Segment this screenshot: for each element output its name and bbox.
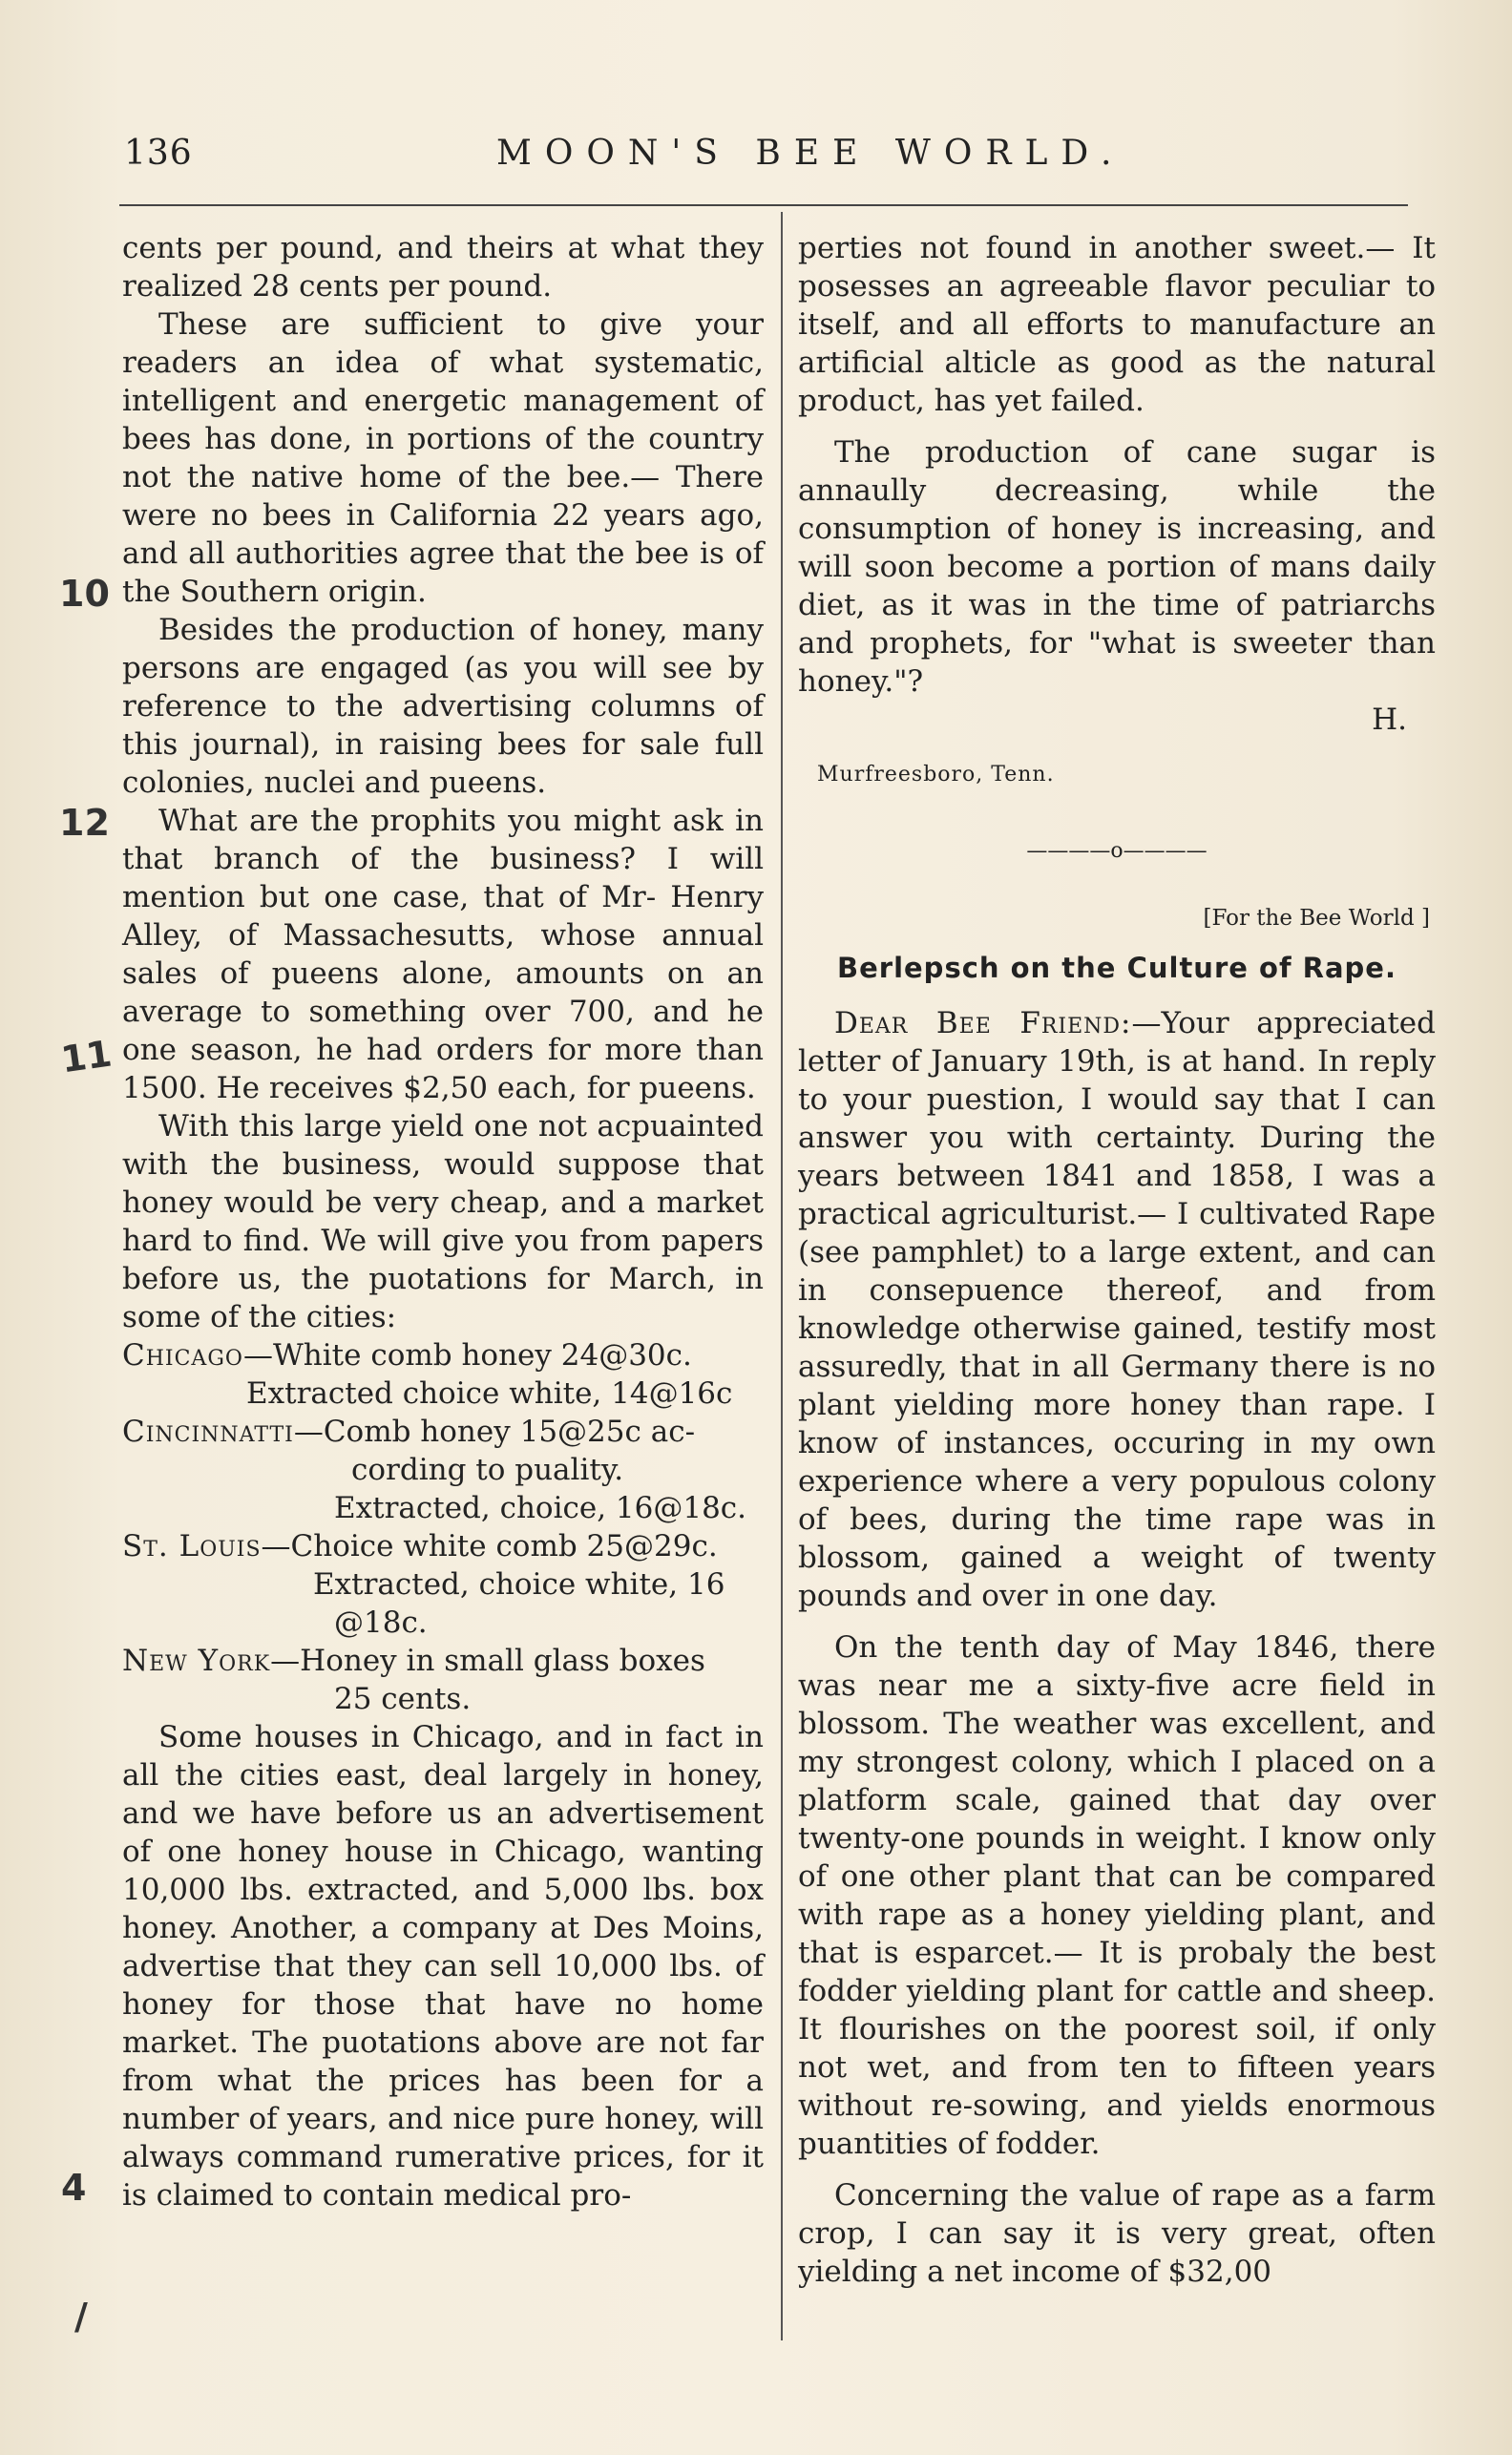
left-column <box>122 229 764 2214</box>
margin-note-slash: / <box>74 2296 88 2338</box>
left-paragraph-4: What are the prophits you might ask in that branch of the business? I will mention but one case, that of Mr- Henry Alley, of Massachesutts, whose annual sales of pueens alone, amounts on an average to something over 700, and he one season, he had orders for more than 1500. He receives $2,50 each, for pueens. <box>122 804 764 1105</box>
margin-note-10: 10 <box>59 573 110 615</box>
journal-title: MOON'S BEE WORLD. <box>496 134 1125 173</box>
price-newyork-line-2: 25 cents. <box>334 1682 472 1716</box>
price-cincinnati-line-2: cording to puality. <box>351 1453 624 1487</box>
right-column <box>798 229 1436 2291</box>
right-paragraph-3-text: —Your appreciated letter of January 19th, is at hand. In reply to your puestion, I would say that I can answer you with certainty. During the years between 1841 and 1858, I was a practical agriculturist.— I cultivated Rape (see pamphlet) to a large extent, and can in consepuence thereof, and from knowledge otherwise gained, testify most assuredly, that in all Germany there is no plant yielding more honey than rape. I know of instances, occuring in my own experience where a very populous colony of bees, during the time rape was in blossom, gained a weight of twenty pounds and over in one day. <box>798 1006 1436 1613</box>
left-paragraph-6: Some houses in Chicago, and in fact in all the cities east, deal largely in honey, and we have before us an advertisement of one honey house in Chicago, wanting 10,000 lbs. extracted, and 5,000 lbs. box honey. Another, a company at Des Moins, advertise that they can sell 10,000 lbs. of honey for those that have no home market. The puotations above are not far from what the prices has been for a number of years, and nice pure honey, will always command rumerative prices, for it is claimed to contain medical pro- <box>122 1720 764 2213</box>
city-chicago: Chicago <box>122 1338 243 1373</box>
price-cincinnati-line-1: —Comb honey 15@25c ac- <box>293 1415 696 1449</box>
price-list <box>122 1336 764 1718</box>
column-divider <box>781 212 783 2340</box>
right-paragraph-2: The production of cane sugar is annaully decreasing, while the consumption of honey is increasing, and will soon become a portion of mans daily diet, as it was in the time of patriarchs and prophets, for "what is sweeter than honey."? <box>798 435 1436 699</box>
price-cincinnati-line-3: Extracted, choice, 16@18c. <box>334 1491 747 1525</box>
article-title: Berlepsch on the Culture of Rape. <box>837 952 1396 984</box>
price-stlouis-line-2: Extracted, choice white, 16 <box>313 1567 725 1602</box>
margin-note-11: 11 <box>58 1032 115 1081</box>
running-head <box>0 134 1512 181</box>
right-paragraph-1: perties not found in another sweet.— It posesses an agreeable flavor peculiar to itself, and all efforts to manufacture an artificial alticle as good as the natural product, has yet failed. <box>798 231 1436 418</box>
price-chicago-line-2: Extracted choice white, 14@16c <box>246 1376 733 1411</box>
salutation: Dear Bee Friend: <box>834 1006 1132 1040</box>
left-paragraph-1: cents per pound, and theirs at what they realized 28 cents per pound. <box>122 231 764 304</box>
price-stlouis <box>122 1527 764 1642</box>
margin-note-4: 4 <box>61 2167 87 2209</box>
city-cincinnati: Cincinnatti <box>122 1415 294 1449</box>
left-paragraph-2: These are sufficient to give your readers an idea of what systematic, intelligent and energetic management of bees has done, in portions of the country not the native home of the bee.— There were no bees in California 22 years ago, and all authorities agree that the bee is of the Southern origin. <box>122 307 764 609</box>
city-newyork: New York <box>122 1644 271 1678</box>
right-paragraph-5: Concerning the value of rape as a farm crop, I can say it is very great, often yielding a net income of $32,00 <box>798 2178 1436 2289</box>
page-number: 136 <box>124 134 193 173</box>
section-separator: ————o———— <box>1026 839 1208 863</box>
right-paragraph-4: On the tenth day of May 1846, there was near me a sixty-five acre field in blossom. The weather was excellent, and my strongest colony, which I placed on a platform scale, gained that day over twenty-one pounds in weight. I know only of one other plant that can be compared with rape as a honey yielding plant, and that is esparcet.— It is probaly the best fodder yielding plant for cattle and sheep. It flourishes on the poorest soil, if only not wet, and from ten to fifteen years without re-sowing, and yields enormous puantities of fodder. <box>798 1630 1436 2161</box>
price-chicago-line-1: —White comb honey 24@30c. <box>242 1338 692 1373</box>
header-rule <box>119 204 1408 206</box>
margin-note-12: 12 <box>59 802 110 844</box>
right-paragraph-3 <box>798 1004 1436 1615</box>
price-stlouis-line-1: —Choice white comb 25@29c. <box>261 1529 718 1563</box>
signature: H. <box>1372 703 1407 737</box>
price-newyork <box>122 1642 764 1718</box>
city-stlouis: St. Louis <box>122 1529 262 1563</box>
left-paragraph-5: With this large yield one not acpuainted with the business, would suppose that honey would be very cheap, and a market hard to find. We will give you from papers before us, the puotations for March, in some of the cities: <box>122 1109 764 1334</box>
article-credit: [For the Bee World ] <box>1203 906 1430 931</box>
price-stlouis-line-3: @18c. <box>334 1605 428 1640</box>
dateline-place: Murfreesboro, Tenn. <box>817 763 1055 787</box>
price-newyork-line-1: —Honey in small glass boxes <box>270 1644 705 1678</box>
price-chicago <box>122 1336 764 1413</box>
price-cincinnati <box>122 1413 764 1527</box>
left-paragraph-3: Besides the production of honey, many persons are engaged (as you will see by reference to the advertising columns of this journal), in raising bees for sale full colonies, nuclei and pueens. <box>122 613 764 800</box>
